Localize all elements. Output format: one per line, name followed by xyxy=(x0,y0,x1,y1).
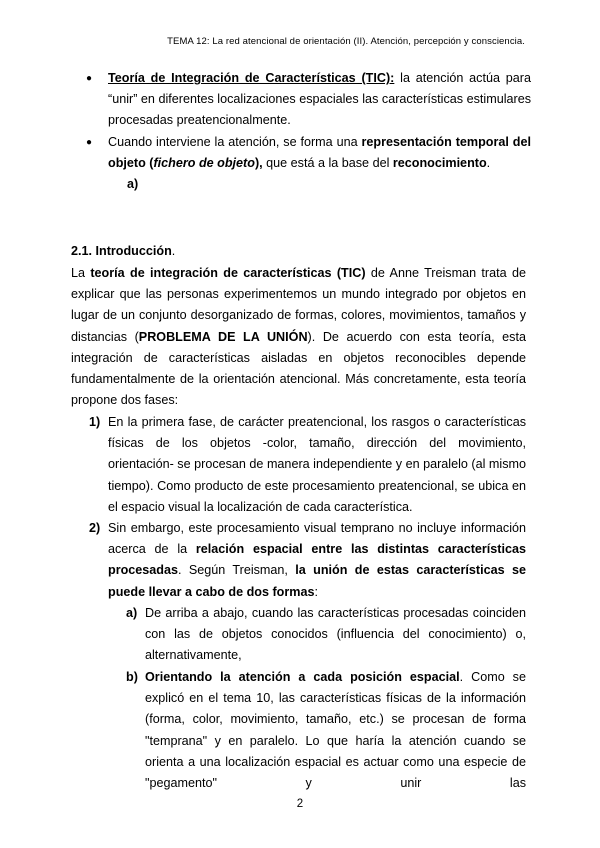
bullet-text: Cuando interviene la atención, se forma una representación temporal del objeto (fichero de objeto), que está a la base del reconocimiento. xyxy=(108,135,532,171)
bullet-dot-icon: ● xyxy=(86,137,93,148)
sublist-item-top-down: De arriba a abajo, cuando las características procesadas coinciden con las de objetos conocidos (influencia del conocimiento) o, alternativamente, xyxy=(145,606,526,663)
sublist-label: b) xyxy=(126,670,138,684)
empty-sub-label: a) xyxy=(127,177,139,191)
list-label: 1) xyxy=(89,415,101,429)
page-number: 2 xyxy=(296,798,304,810)
list-item-phase-1: En la primera fase, de carácter preatencional, los rasgos o características físicas de los objetos -color, tamaño, dirección del movimiento, orientación- se procesan de manera independiente y en paralelo (al mismo tiempo). Como producto de este procesamiento preatencional, se ubica en el espacio visual la localización de cada característica. xyxy=(108,415,526,514)
bullet-item-tic xyxy=(86,68,531,132)
running-header: TEMA 12: La red atencional de orientación (II). Atención, percepción y consciencia. xyxy=(167,36,525,47)
sublist-item-attention: Orientando la atención a cada posición espacial. Como se explicó en el tema 10, las características físicas de la información (forma, color, movimiento, tamaño, etc.) se procesan de forma "temprana" y en paralelo. Lo que haría la atención cuando se orienta a una localización espacial es actuar como una especie de "pegamento" y unir las xyxy=(145,670,526,791)
bullet-term: Teoría de Integración de Características (TIC): xyxy=(108,71,395,85)
section-heading: 2.1. Introducción. xyxy=(71,244,176,258)
bullet-text: Teoría de Integración de Características (TIC): la atención actúa para “unir” en diferentes localizaciones espaciales las características estimulares procesadas preatencionalmente. xyxy=(108,71,531,128)
sublist-label: a) xyxy=(126,606,138,620)
bullet-item-fichero xyxy=(86,132,532,174)
list-item-phase-2: Sin embargo, este procesamiento visual temprano no incluye información acerca de la relación espacial entre las distintas características procesadas. Según Treisman, la unión de estas características se puede llevar a cabo de dos formas: xyxy=(108,521,527,599)
list-label: 2) xyxy=(89,521,101,535)
bullet-dot-icon: ● xyxy=(86,73,93,84)
intro-paragraph: La teoría de integración de características (TIC) de Anne Treisman trata de explicar que las personas experimentemos un mundo integrado por objetos en lugar de un conjunto desorganizado de formas, colores, movimientos, tamaños y distancias (PROBLEMA DE LA UNIÓN). De acuerdo con esta teoría, esta integración de características aisladas en objetos reconocibles depende fundamentalmente de la orientación atencional. Más concretamente, esta teoría propone dos fases: xyxy=(71,266,526,408)
